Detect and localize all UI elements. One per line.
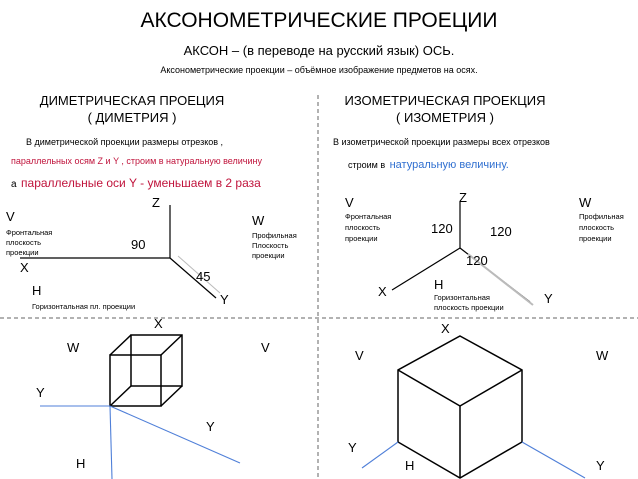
dimetric-cube-label-h: H: [76, 456, 86, 471]
definition-text: Аксонометрические проекции – объёмное изображение предметов на осях.: [160, 65, 478, 75]
isometric-angle-right: 120: [490, 224, 512, 239]
dimetric-angle-90: 90: [131, 237, 146, 252]
dimetric-cube-label-x: X: [154, 316, 163, 331]
page-subtitle: АКСОН – (в переводе на русский язык) ОСЬ.: [183, 43, 455, 58]
dimetric-v-caption-2: плоскость: [6, 238, 42, 247]
isometric-angle-left: 120: [431, 221, 453, 236]
isometric-cube-label-y-left: Y: [348, 440, 357, 455]
isometric-cube-label-x: X: [441, 321, 450, 336]
dimetric-cube-label-y-right: Y: [206, 419, 215, 434]
isometric-cube: [398, 336, 522, 478]
cube-edge: [110, 386, 131, 406]
isometric-label-y: Y: [544, 291, 553, 306]
dimetric-w-caption-2: Плоскость: [252, 241, 289, 250]
dimetric-w-caption-3: проекции: [252, 251, 285, 260]
isometric-angle-bottom: 120: [466, 253, 488, 268]
dimetric-v-caption-3: проекции: [6, 248, 39, 257]
isometric-h-caption-2: плоскость проекции: [434, 303, 504, 312]
dimetric-angle-45: 45: [196, 269, 211, 284]
isometric-h-caption-1: Горизонтальная: [434, 293, 490, 302]
dimetric-label-h: H: [32, 283, 42, 298]
isometric-v-caption-2: плоскость: [345, 223, 381, 232]
dimetric-label-x: X: [20, 260, 29, 275]
dimetric-axes: [20, 205, 216, 298]
dimetric-heading: ДИМЕТРИЧЕСКАЯ ПРОЕЦИЯ: [39, 93, 225, 108]
isometric-v-caption-1: Фронтальная: [345, 212, 392, 221]
cube-edge: [398, 370, 460, 406]
dimetric-label-y: Y: [220, 292, 229, 307]
isometric-cube-label-h: H: [405, 458, 415, 473]
cube-edge: [161, 386, 182, 406]
isometric-heading-sub: ( ИЗОМЕТРИЯ ): [396, 110, 494, 125]
dimetric-text-line3: [11, 175, 261, 191]
isometric-text-highlight: натуральную величину.: [389, 159, 509, 171]
cube-y-axis: [110, 406, 112, 479]
isometric-text-line1: В изометрической проекции размеры всех отрезков: [333, 137, 550, 147]
dimetric-label-z: Z: [152, 195, 160, 210]
dimetric-text-prefix: а: [11, 179, 17, 190]
cube-edge: [110, 335, 131, 355]
isometric-label-z: Z: [459, 190, 467, 205]
cube-edge: [460, 370, 522, 406]
isometric-cube-label-y-right: Y: [596, 458, 605, 473]
isometric-heading: ИЗОМЕТРИЧЕСКАЯ ПРОЕКЦИЯ: [344, 93, 546, 108]
isometric-label-v: V: [345, 195, 354, 210]
dimetric-cube-label-y-left: Y: [36, 385, 45, 400]
isometric-cube-label-v: V: [355, 348, 364, 363]
isometric-v-caption-3: проекции: [345, 234, 378, 243]
isometric-w-caption-3: проекции: [579, 234, 612, 243]
dimetric-cube-axes: [40, 406, 240, 479]
isometric-w-caption-1: Профильная: [579, 212, 624, 221]
dimetric-text-highlight: параллельные оси Y - уменьшаем в 2 раза: [21, 176, 261, 190]
cube-diag-axis: [110, 406, 240, 463]
isometric-cube-axes: [362, 442, 585, 478]
isometric-label-w: W: [579, 195, 592, 210]
cube-right-axis: [522, 442, 585, 478]
dimetric-cube-label-v: V: [261, 340, 270, 355]
isometric-label-x: X: [378, 284, 387, 299]
dimetric-text-line1: В диметрической проекции размеры отрезков ,: [26, 137, 224, 147]
isometric-w-caption-2: плоскость: [579, 223, 615, 232]
dimetric-w-caption-1: Профильная: [252, 231, 297, 240]
dimetric-label-v: V: [6, 209, 15, 224]
dimetric-h-caption: Горизонтальная пл. проекции: [32, 302, 136, 311]
dimetric-text-line2: параллельных осям Z и Y , строим в натуральную величину: [11, 156, 262, 166]
dimetric-heading-sub: ( ДИМЕТРИЯ ): [87, 110, 177, 125]
isometric-text-prefix: строим в: [348, 160, 386, 170]
isometric-cube-label-w: W: [596, 348, 609, 363]
dimetric-v-caption-1: Фронтальная: [6, 228, 53, 237]
dimetric-label-w: W: [252, 213, 265, 228]
dimetric-cube: [110, 335, 182, 406]
page-title: АКСОНОМЕТРИЧЕСКИЕ ПРОЕЦИИ: [140, 9, 498, 32]
cube-left-axis: [362, 442, 398, 468]
isometric-label-h: H: [434, 277, 444, 292]
cube-edge: [161, 335, 182, 355]
dimetric-cube-label-w: W: [67, 340, 80, 355]
isometric-text-line2: [348, 156, 509, 172]
isometric-x-axis: [392, 248, 460, 290]
